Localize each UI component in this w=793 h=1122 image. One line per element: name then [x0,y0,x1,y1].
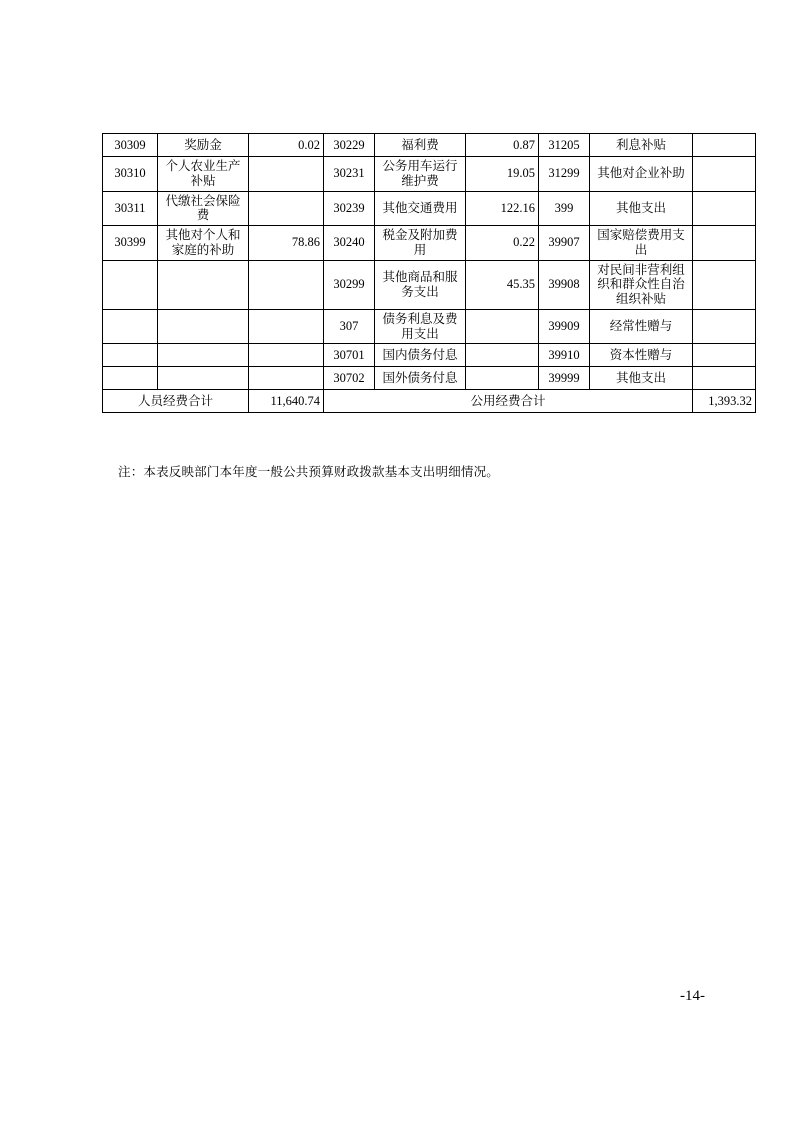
cell-amount-3 [693,344,756,367]
cell-code-3: 39999 [539,367,590,390]
cell-code-2: 30240 [324,226,375,261]
cell-name-2: 福利费 [375,134,466,157]
cell-amount-2: 0.22 [466,226,539,261]
cell-amount-3 [693,309,756,344]
cell-name-3: 其他支出 [590,367,693,390]
cell-name-1 [158,367,249,390]
table-note: 注：本表反映部门本年度一般公共预算财政拨款基本支出明细情况。 [118,465,500,479]
table-row [103,134,756,157]
cell-code-1: 30311 [103,191,158,226]
cell-code-3: 39909 [539,309,590,344]
public-total-value: 1,393.32 [693,390,756,413]
cell-code-2: 30229 [324,134,375,157]
cell-name-3: 其他对企业补助 [590,157,693,192]
cell-code-2: 30239 [324,191,375,226]
cell-code-1: 30399 [103,226,158,261]
cell-name-1 [158,260,249,309]
table-row [103,309,756,344]
cell-code-2: 30299 [324,260,375,309]
cell-code-3: 39910 [539,344,590,367]
cell-name-2: 其他交通费用 [375,191,466,226]
cell-code-2: 30231 [324,157,375,192]
table-row [103,344,756,367]
cell-amount-2 [466,344,539,367]
cell-name-1 [158,309,249,344]
table-row [103,260,756,309]
cell-amount-3 [693,191,756,226]
cell-amount-2: 122.16 [466,191,539,226]
cell-name-2: 国内债务付息 [375,344,466,367]
cell-name-2: 税金及附加费用 [375,226,466,261]
cell-code-3: 39907 [539,226,590,261]
budget-table-container [102,133,752,413]
cell-amount-3 [693,157,756,192]
cell-name-2: 债务利息及费用支出 [375,309,466,344]
cell-code-2: 30701 [324,344,375,367]
cell-name-1: 其他对个人和家庭的补助 [158,226,249,261]
cell-code-1: 30309 [103,134,158,157]
cell-amount-1 [249,344,324,367]
cell-code-3: 39908 [539,260,590,309]
cell-amount-2: 45.35 [466,260,539,309]
cell-name-1: 代缴社会保险费 [158,191,249,226]
cell-amount-1 [249,309,324,344]
cell-amount-1 [249,260,324,309]
cell-code-1: 30310 [103,157,158,192]
cell-code-1 [103,309,158,344]
budget-detail-table [102,133,756,413]
cell-amount-2 [466,309,539,344]
cell-name-3: 资本性赠与 [590,344,693,367]
cell-amount-3 [693,367,756,390]
cell-code-1 [103,260,158,309]
cell-amount-1: 0.02 [249,134,324,157]
personnel-total-label: 人员经费合计 [103,390,249,413]
cell-amount-2 [466,367,539,390]
cell-name-3: 其他支出 [590,191,693,226]
cell-amount-3 [693,226,756,261]
table-row [103,157,756,192]
cell-code-3: 399 [539,191,590,226]
cell-code-1 [103,344,158,367]
cell-name-3: 国家赔偿费用支出 [590,226,693,261]
public-total-label: 公用经费合计 [324,390,693,413]
cell-amount-2: 19.05 [466,157,539,192]
cell-code-3: 31299 [539,157,590,192]
personnel-total-value: 11,640.74 [249,390,324,413]
cell-name-2: 其他商品和服务支出 [375,260,466,309]
cell-name-3: 利息补贴 [590,134,693,157]
cell-name-2: 公务用车运行维护费 [375,157,466,192]
cell-code-3: 31205 [539,134,590,157]
cell-amount-1: 78.86 [249,226,324,261]
cell-amount-3 [693,134,756,157]
cell-name-2: 国外债务付息 [375,367,466,390]
cell-name-1 [158,344,249,367]
cell-amount-3 [693,260,756,309]
cell-amount-1 [249,367,324,390]
table-row [103,226,756,261]
cell-name-3: 对民间非营利组织和群众性自治组织补贴 [590,260,693,309]
table-total-row [103,390,756,413]
table-row [103,191,756,226]
cell-code-1 [103,367,158,390]
cell-name-1: 个人农业生产补贴 [158,157,249,192]
table-row [103,367,756,390]
cell-amount-2: 0.87 [466,134,539,157]
cell-code-2: 30702 [324,367,375,390]
cell-name-1: 奖励金 [158,134,249,157]
cell-amount-1 [249,191,324,226]
cell-amount-1 [249,157,324,192]
cell-name-3: 经常性赠与 [590,309,693,344]
page-number-text: -14- [680,988,705,1004]
cell-code-2: 307 [324,309,375,344]
